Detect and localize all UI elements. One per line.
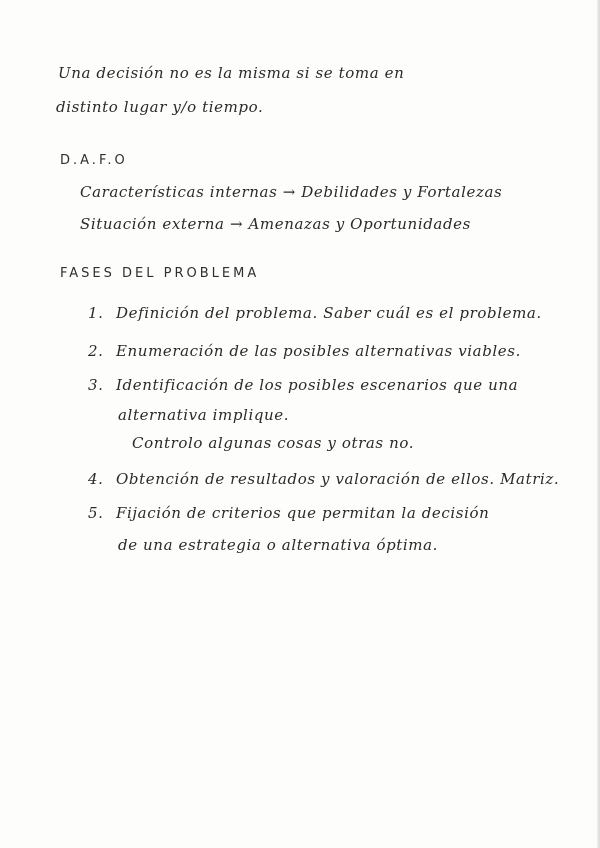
dafo-row-2: Situación externa → Amenazas y Oportunidades xyxy=(80,215,471,233)
phase-item-3-note: Controlo algunas cosas y otras no. xyxy=(132,434,415,452)
phase-text: Enumeración de las posibles alternativas viables. xyxy=(116,342,521,360)
intro-line-1: Una decisión no es la misma si se toma en xyxy=(58,64,405,82)
dafo-row-1: Características internas → Debilidades y Fortalezas xyxy=(80,183,503,201)
phase-number: 3. xyxy=(88,376,104,394)
phase-text: Definición del problema. Saber cuál es el problema. xyxy=(116,304,542,322)
dafo-title: D.A.F.O xyxy=(60,153,128,168)
phase-item-4 xyxy=(88,470,559,488)
phase-text: Fijación de criterios que permitan la decisión xyxy=(116,504,490,522)
phase-item-5-continuation: de una estrategia o alternativa óptima. xyxy=(118,536,439,554)
phase-item-3 xyxy=(88,376,518,394)
phase-number: 1. xyxy=(88,304,104,322)
phase-item-5 xyxy=(88,504,489,522)
phase-item-1 xyxy=(88,304,542,322)
phase-number: 2. xyxy=(88,342,104,360)
phase-number: 5. xyxy=(88,504,104,522)
phase-item-3-continuation: alternativa implique. xyxy=(118,406,290,424)
phase-number: 4. xyxy=(88,470,104,488)
phase-item-2 xyxy=(88,342,521,360)
phases-title: FASES DEL PROBLEMA xyxy=(60,266,260,281)
phase-text: Obtención de resultados y valoración de ellos. Matriz. xyxy=(116,470,560,488)
intro-line-2: distinto lugar y/o tiempo. xyxy=(56,98,264,116)
phase-text: Identificación de los posibles escenarios que una xyxy=(116,376,519,394)
